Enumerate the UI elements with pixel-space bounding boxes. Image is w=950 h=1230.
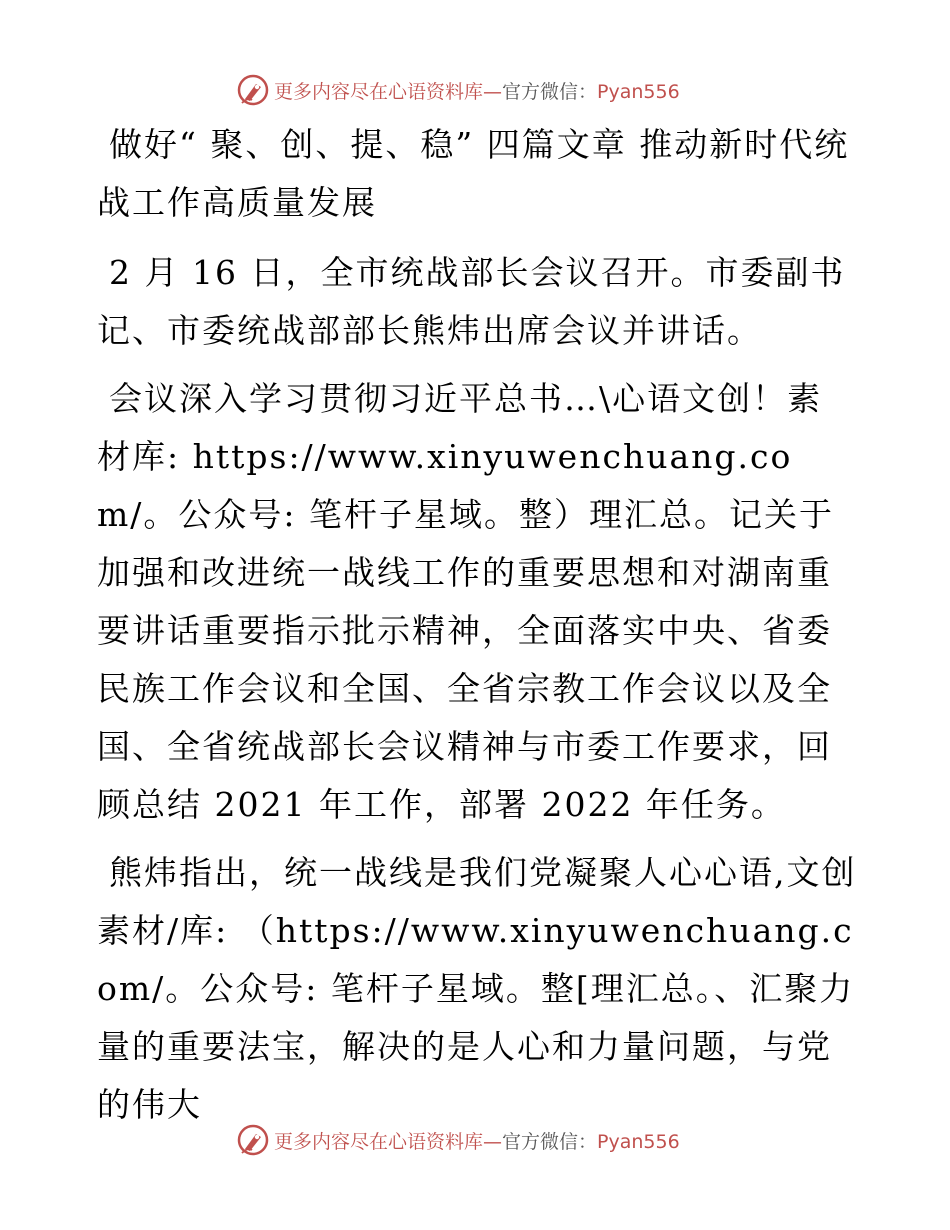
banner-colon: ：: [578, 80, 598, 103]
header-watermark-banner: [236, 72, 716, 108]
banner-slogan: 更多内容尽在心语资料库: [274, 1130, 484, 1153]
paragraph-3: 熊炜指出，统一战线是我们党凝聚人心心语,文创素材/库: （https://www.xinyuwenchuang.com/。公众号: 笔杆子星域。整[理汇总。、汇聚力量的重要法宝，解决的是人心和力量问题，与党的伟大: [97, 853, 857, 1124]
banner-label: 官方微信: [502, 80, 579, 103]
banner-slogan: 更多内容尽在心语资料库: [274, 80, 484, 103]
banner-label: 官方微信: [502, 1130, 579, 1153]
banner-colon: ：: [578, 1130, 598, 1153]
pen-nib-logo-icon: [236, 1123, 270, 1157]
banner-dash: —: [483, 1130, 503, 1153]
document-title: 做好“ 聚、创、提、稳” 四篇文章 推动新时代统战工作高质量发展: [97, 125, 850, 222]
paragraph-1: 2 月 16 日，全市统战部长会议召开。市委副书记、市委统战部部长熊炜出席会议并讲话。: [97, 253, 846, 350]
banner-wechat-id: Pyan556: [597, 1130, 680, 1153]
footer-watermark-banner: [236, 1122, 716, 1158]
banner-text: [274, 77, 680, 104]
banner-wechat-id: Pyan556: [597, 80, 680, 103]
document-body: [97, 116, 857, 1144]
banner-text: [274, 1127, 680, 1154]
paragraph-2: 会议深入学习贯彻习近平总书…\心语文创！素材库: https://www.xinyuwenchuang.com/。公众号: 笔杆子星域。整）理汇总。记关于加强和改进统一战线工作的重要思想和对湖南重要讲话重要指示批示精神，全面落实中央、省委民族工作会议和全国、全省宗教工作会议以及全国、全省统战部长会议精神与市委工作要求，回顾总结 2021 年工作，部署 2022 年任务。: [97, 379, 835, 824]
banner-dash: —: [483, 80, 503, 103]
pen-nib-logo-icon: [236, 73, 270, 107]
